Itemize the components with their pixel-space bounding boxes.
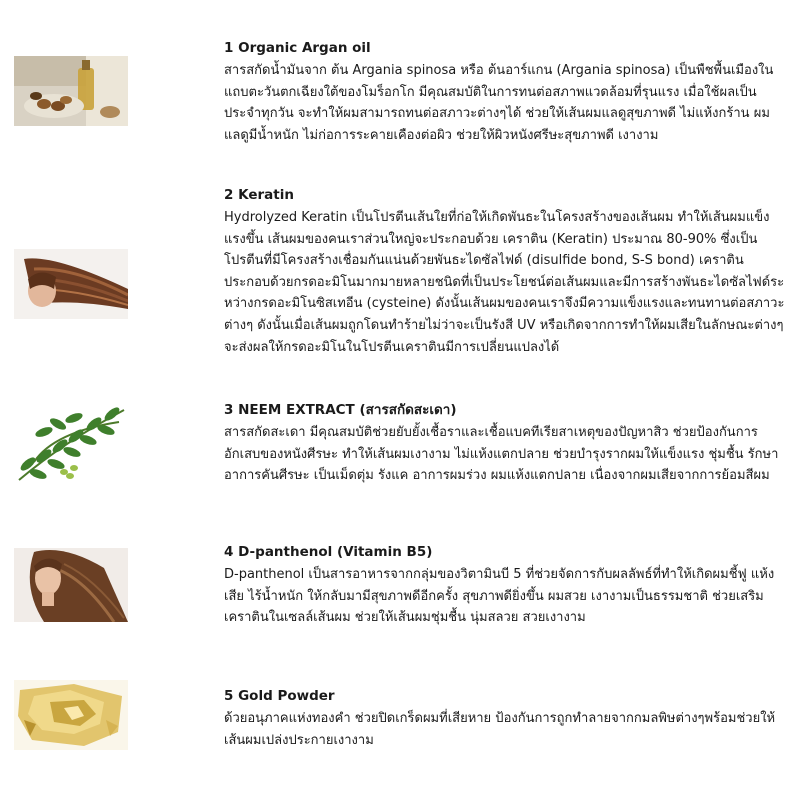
neem-leaves-photo xyxy=(14,402,128,486)
ingredient-title: 3 NEEM EXTRACT (สารสกัดสะเดา) xyxy=(224,402,457,418)
woman-hair-photo xyxy=(14,548,128,622)
gold-leaf-photo xyxy=(14,680,128,750)
ingredient-title: 1 Organic Argan oil xyxy=(224,40,371,56)
ingredient-description: สารสกัดสะเดา มีคุณสมบัติช่วยยับยั้งเชื้อราและเชื้อแบคทีเรียสาเหตุของปัญหาสิว ช่วยป้องกันการอักเสบของหนังศีรษะ ทำให้เส้นผมเงางาม ไม่แห้งแตกปลาย ช่วยบำรุงรากผมให้แข็งแรง ชุ่มชื้น รักษาอาการคันศีรษะ เป็นเม็ดตุ่ม รังแค อาการผมร่วง ผมแห้งแตกปลาย เนื่องจากผมเสียจากการย้อมสีผม xyxy=(224,425,779,484)
argan-oil-photo xyxy=(14,56,128,126)
ingredient-description: สารสกัดน้ำมันจาก ต้น Argania spinosa หรือ ต้นอาร์แกน (Argania spinosa) เป็นพืชพื้นเมืองในแถบตะวันตกเฉียงใต้ของโมร็อกโก มีคุณสมบัติในการทนต่อสภาพแวดล้อมที่รุนแรง เมื่อใช้ผลเป็นประจำทุกวัน จะทำให้ผมสามารถทนต่อสภาวะต่างๆได้ ช่วยให้เส้นผมแลดูสุขภาพดี ไม่แห้งกร้าน ผมแลดูมีน้ำหนัก ไม่ก่อการระคายเคืองต่อผิว ช่วยให้ผิวหนังศรีษะสุขภาพดี เงางาม xyxy=(224,63,774,143)
ingredient-title: 2 Keratin xyxy=(224,187,294,203)
ingredient-title: 5 Gold Powder xyxy=(224,688,335,704)
long-hair-photo xyxy=(14,249,128,319)
ingredient-title: 4 D-panthenol (Vitamin B5) xyxy=(224,544,433,560)
ingredient-description: Hydrolyzed Keratin เป็นโปรตีนเส้นใยที่ก่อให้เกิดพันธะในโครงสร้างของเส้นผม ทำให้เส้นผมแข็งแรงขึ้น เส้นผมของคนเราส่วนใหญ่จะประกอบด้วย เคราติน (Keratin) ประมาณ 80-90% ซึ่งเป็นโปรตีนที่มีโครงสร้างเชื่อมกันแน่นด้วยพันธะไดซัลไฟด์ (disulfide bond, S-S bond) เคราตินประกอบด้วยกรดอะมิโนมากมายหลายชนิดที่เป็นประโยชน์ต่อเส้นผมและมีการสร้างพันธะไดซัลไฟด์ระหว่างกรดอะมิโนซิสเทอีน (cysteine) ดังนั้นเส้นผมของคนเราจึงมีความแข็งแรงและทนทานต่อสภาวะต่างๆ ดังนั้นเมื่อเส้นผมถูกโดนทำร้ายไม่ว่าจะเป็นรังสี UV หรือเกิดจากการทำให้ผมเสียในลักษณะต่างๆ จะส่งผลให้กรดอะมิโนในโปรตีนเคราตินมีการเปลี่ยนแปลงได้ xyxy=(224,210,785,355)
ingredient-description: D-panthenol เป็นสารอาหารจากกลุ่มของวิตามินบี 5 ที่ช่วยจัดการกับผลลัพธ์ที่ทำให้เกิดผมชี้ฟู แห้งเสีย ไร้น้ำหนัก ให้กลับมามีสุขภาพดีอีกครั้ง สุขภาพดียิ่งขึ้น ผมสวย เงางามเป็นธรรมชาติ ช่วยเสริมเคราตินในเซลล์เส้นผม ช่วยให้เส้นผมชุ่มชื้น นุ่มสลวย สวยเงางาม xyxy=(224,567,775,626)
ingredient-description: ด้วยอนุภาคแห่งทองคำ ช่วยปิดเกร็ดผมที่เสียหาย ป้องกันการถูกทำลายจากกมลพิษต่างๆพร้อมช่วยให้เส้นผมเปล่งประกายเงางาม xyxy=(224,711,776,748)
